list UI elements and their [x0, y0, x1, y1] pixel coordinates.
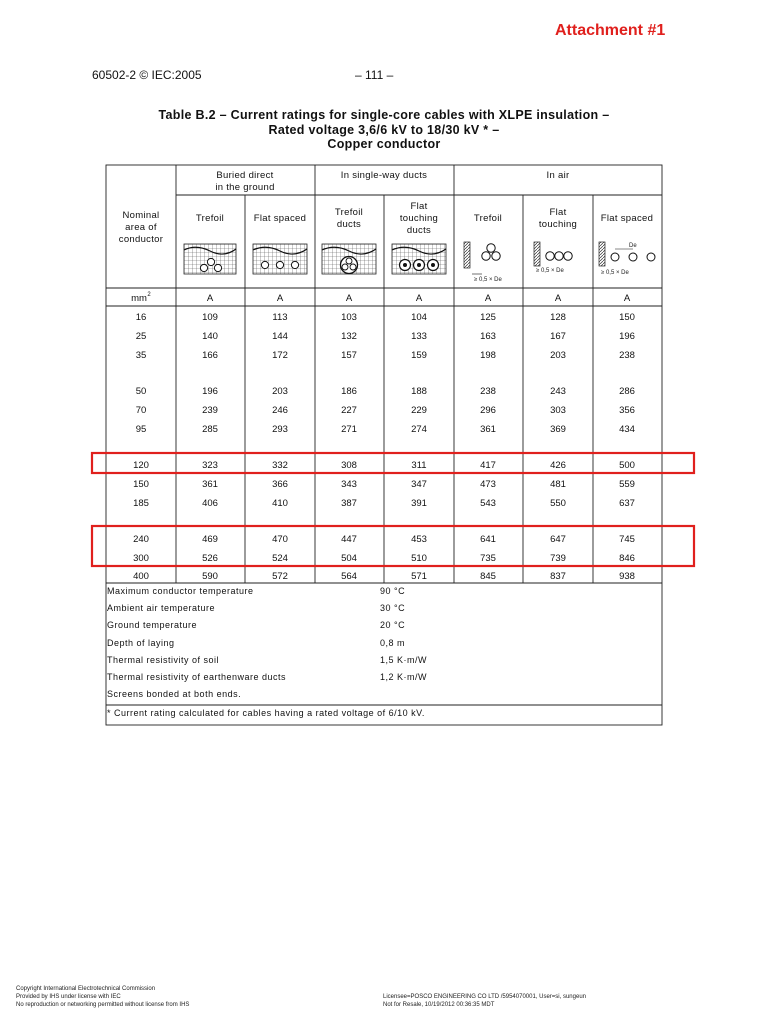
current-rating-cell: 356 [619, 405, 635, 416]
current-rating-cell: 296 [480, 405, 496, 416]
current-rating-cell: 434 [619, 424, 635, 435]
current-rating-cell: 543 [480, 498, 496, 509]
unit-current: A [623, 293, 631, 304]
current-rating-cell: 391 [411, 498, 427, 509]
current-rating-cell: 564 [341, 571, 357, 582]
current-rating-cell: 103 [341, 312, 357, 323]
group-header-air: In air [546, 170, 570, 181]
current-rating-cell: 500 [619, 460, 635, 471]
caption-line-2: Rated voltage 3,6/6 kV to 18/30 kV * – [268, 122, 500, 137]
current-rating-cell: 196 [619, 331, 635, 342]
current-rating-cell: 410 [272, 498, 288, 509]
highlight-box-240-300 [92, 526, 694, 566]
current-rating-cell: 246 [272, 405, 288, 416]
subheader-ducts-flat-line3: ducts [406, 225, 432, 236]
current-rating-cell: 845 [480, 571, 496, 582]
condition-value: 1,2 K·m/W [380, 672, 428, 682]
condition-label: Ambient air temperature [107, 603, 216, 613]
current-rating-cell: 366 [272, 479, 288, 490]
current-rating-cell: 745 [619, 534, 635, 545]
condition-value: 20 °C [380, 620, 406, 630]
unit-current: A [415, 293, 423, 304]
air-flat-spaced-de-label: De [629, 243, 637, 249]
diagram-ducts-trefoil [322, 244, 376, 274]
current-rating-cell: 846 [619, 553, 635, 564]
condition-value: 90 °C [380, 586, 406, 596]
unit-current: A [554, 293, 562, 304]
subheader-air-trefoil: Trefoil [473, 213, 503, 224]
current-rating-cell: 647 [550, 534, 566, 545]
standard-reference: 60502-2 © IEC:2005 [92, 68, 202, 82]
current-rating-cell: 159 [411, 350, 427, 361]
caption-line-1: Table B.2 – Current ratings for single-core cables with XLPE insulation – [158, 108, 610, 122]
current-rating-cell: 641 [480, 534, 496, 545]
diagram-air-flat-spaced [599, 242, 655, 276]
row-header-line2: area of [125, 222, 157, 233]
diagram-ducts-flat [392, 244, 446, 274]
conductor-area-cell: 95 [135, 424, 147, 435]
current-rating-cell: 203 [550, 350, 566, 361]
current-rating-cell: 239 [202, 405, 218, 416]
table-footnote: * Current rating calculated for cables having a rated voltage of 6/10 kV. [107, 708, 425, 718]
table-row [136, 386, 635, 397]
current-rating-cell: 590 [202, 571, 218, 582]
footer-right-line: Not for Resale, 10/19/2012 00:36:35 MDT [383, 1002, 495, 1008]
conductor-area-cell: 35 [135, 350, 147, 361]
conductor-area-cell: 16 [135, 312, 147, 323]
current-rating-cell: 323 [202, 460, 218, 471]
conductor-area-cell: 240 [133, 534, 149, 545]
highlight-box-120 [92, 453, 694, 473]
footer-left-line: Provided by IHS under license with IEC [16, 994, 121, 1000]
current-rating-cell: 188 [411, 386, 427, 397]
page-number: – 111 – [355, 68, 394, 82]
subheader-ducts-flat-line1: Flat [410, 201, 428, 212]
current-rating-cell: 157 [341, 350, 357, 361]
condition-label: Depth of laying [107, 638, 175, 648]
current-rating-cell: 311 [411, 460, 427, 471]
current-rating-cell: 203 [272, 386, 288, 397]
condition-label: Screens bonded at both ends. [107, 689, 242, 699]
condition-label: Ground temperature [107, 620, 198, 630]
subheader-ducts-flat-line2: touching [399, 213, 439, 224]
subheader-buried-flat: Flat spaced [253, 213, 307, 224]
page-footer [16, 986, 586, 1008]
conductor-area-cell: 120 [133, 460, 149, 471]
current-rating-cell: 227 [341, 405, 357, 416]
group-header-buried-line2: in the ground [215, 182, 275, 193]
current-rating-cell: 167 [550, 331, 566, 342]
current-rating-cell: 637 [619, 498, 635, 509]
current-rating-cell: 133 [411, 331, 427, 342]
current-rating-cell: 343 [341, 479, 357, 490]
conductor-area-cell: 400 [133, 571, 149, 582]
subheader-ducts-trefoil-line1: Trefoil [334, 207, 364, 218]
current-rating-cell: 481 [550, 479, 566, 490]
current-rating-cell: 243 [550, 386, 566, 397]
current-rating-cell: 308 [341, 460, 357, 471]
current-rating-cell: 303 [550, 405, 566, 416]
current-rating-cell: 229 [411, 405, 427, 416]
air-flat-spaced-spacing-label: ≥ 0,5 × De [601, 270, 629, 276]
current-rating-cell: 526 [202, 553, 218, 564]
current-rating-cell: 140 [202, 331, 218, 342]
current-rating-cell: 238 [480, 386, 496, 397]
current-rating-cell: 186 [341, 386, 357, 397]
current-rating-cell: 198 [480, 350, 496, 361]
current-rating-cell: 132 [341, 331, 357, 342]
current-rating-cell: 238 [619, 350, 635, 361]
air-trefoil-spacing-label: ≥ 0,5 × De [474, 277, 502, 283]
unit-area: mm [131, 293, 147, 304]
current-rating-cell: 274 [411, 424, 427, 435]
current-rating-cell: 128 [550, 312, 566, 323]
current-rating-cell: 473 [480, 479, 496, 490]
current-rating-cell: 293 [272, 424, 288, 435]
subheader-buried-trefoil: Trefoil [195, 213, 225, 224]
air-flat-touching-spacing-label: ≥ 0,5 × De [536, 268, 564, 274]
conductor-area-cell: 25 [135, 331, 147, 342]
current-rating-cell: 504 [341, 553, 357, 564]
subheader-air-flat-touching-line2: touching [538, 219, 578, 230]
current-rating-cell: 739 [550, 553, 566, 564]
group-header-buried-line1: Buried direct [216, 170, 274, 181]
diagram-air-flat-touching [534, 242, 572, 274]
footer-left-line: Copyright International Electrotechnical Commission [16, 986, 156, 992]
row-header-line1: Nominal [122, 210, 160, 221]
current-rating-cell: 113 [272, 312, 288, 323]
subheader-ducts-trefoil-line2: ducts [336, 219, 362, 230]
conductor-area-cell: 185 [133, 498, 149, 509]
current-rating-cell: 837 [550, 571, 566, 582]
diagram-buried-flat [253, 244, 307, 274]
current-rating-cell: 524 [272, 553, 288, 564]
subheader-air-flat-spaced: Flat spaced [600, 213, 654, 224]
current-rating-cell: 271 [341, 424, 357, 435]
current-rating-cell: 938 [619, 571, 635, 582]
footer-right-line: Licensee=POSCO ENGINEERING CO LTD /5954070001, User=si, sungeun [383, 994, 586, 1000]
current-rating-cell: 426 [550, 460, 566, 471]
installation-conditions [107, 586, 427, 699]
current-rating-cell: 559 [619, 479, 635, 490]
current-rating-cell: 361 [480, 424, 496, 435]
current-rating-cell: 125 [480, 312, 496, 323]
table-row [136, 350, 635, 361]
current-rating-cell: 285 [202, 424, 218, 435]
conductor-area-cell: 300 [133, 553, 149, 564]
footer-left-line: No reproduction or networking permitted without license from IHS [16, 1002, 190, 1008]
condition-value: 30 °C [380, 603, 406, 613]
diagram-buried-trefoil [184, 244, 236, 274]
current-rating-cell: 510 [411, 553, 427, 564]
current-rating-cell: 166 [202, 350, 218, 361]
current-rating-cell: 550 [550, 498, 566, 509]
current-rating-cell: 172 [272, 350, 288, 361]
subheader-air-flat-touching-line1: Flat [549, 207, 567, 218]
current-rating-cell: 361 [202, 479, 218, 490]
condition-label: Thermal resistivity of earthenware ducts [107, 672, 287, 682]
current-rating-cell: 453 [411, 534, 427, 545]
current-rating-cell: 470 [272, 534, 288, 545]
caption-line-3: Copper conductor [327, 137, 441, 151]
row-header-line3: conductor [118, 234, 164, 245]
current-rating-cell: 347 [411, 479, 427, 490]
current-rating-cell: 369 [550, 424, 566, 435]
conductor-area-cell: 150 [133, 479, 149, 490]
current-rating-cell: 572 [272, 571, 288, 582]
condition-label: Maximum conductor temperature [107, 586, 254, 596]
current-rating-cell: 735 [480, 553, 496, 564]
table-row [136, 405, 635, 416]
condition-value: 1,5 K·m/W [380, 655, 428, 665]
conductor-area-cell: 50 [135, 386, 147, 397]
unit-area-superscript: 2 [147, 292, 151, 298]
highlight-annotations [92, 453, 694, 566]
condition-label: Thermal resistivity of soil [107, 655, 220, 665]
group-header-ducts: In single-way ducts [340, 170, 428, 181]
current-rating-cell: 144 [272, 331, 288, 342]
current-rating-cell: 571 [411, 571, 427, 582]
conductor-area-cell: 70 [135, 405, 147, 416]
current-rating-cell: 109 [202, 312, 218, 323]
current-rating-cell: 387 [341, 498, 357, 509]
diagram-air-trefoil [464, 242, 502, 283]
table-row [136, 331, 635, 342]
condition-value: 0,8 m [380, 638, 406, 648]
current-rating-cell: 469 [202, 534, 218, 545]
table-row [136, 424, 635, 435]
current-rating-cell: 417 [480, 460, 496, 471]
table-row [136, 312, 635, 323]
current-rating-cell: 332 [272, 460, 288, 471]
current-rating-cell: 104 [411, 312, 427, 323]
unit-current: A [276, 293, 284, 304]
current-rating-cell: 447 [341, 534, 357, 545]
current-rating-cell: 196 [202, 386, 218, 397]
current-rating-cell: 150 [619, 312, 635, 323]
unit-current: A [345, 293, 353, 304]
attachment-label: Attachment #1 [555, 22, 666, 39]
current-rating-cell: 163 [480, 331, 496, 342]
current-rating-cell: 406 [202, 498, 218, 509]
unit-current: A [206, 293, 214, 304]
unit-current: A [484, 293, 492, 304]
current-rating-cell: 286 [619, 386, 635, 397]
